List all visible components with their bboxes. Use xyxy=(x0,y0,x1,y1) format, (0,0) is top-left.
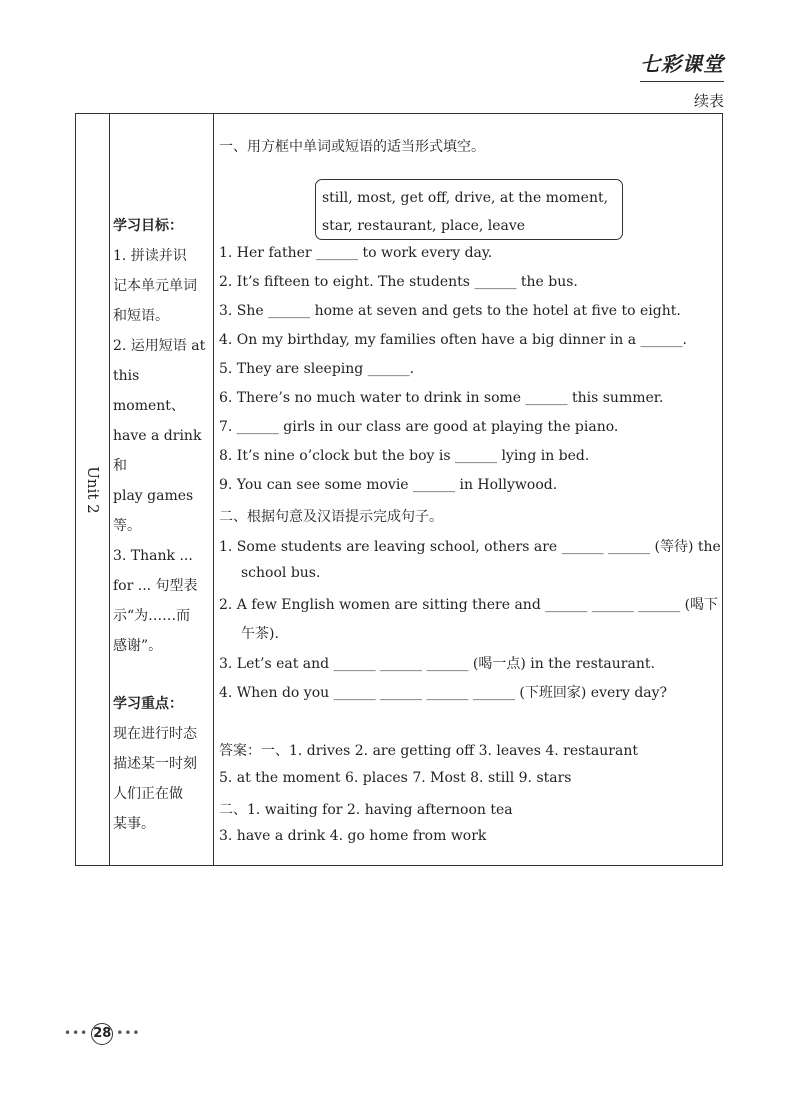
exercise-item: 7. ______ girls in our class are good at playing the piano. xyxy=(219,419,619,435)
section1-title: 一、用方框中单词或短语的适当形式填空。 xyxy=(219,139,485,155)
page-dots-left: ••• xyxy=(64,1026,89,1040)
brand-header xyxy=(640,48,724,111)
page-number xyxy=(64,1023,140,1045)
goal-line: have a drink 和 xyxy=(113,428,202,474)
goal-line: 1. 拼读并识 xyxy=(113,248,187,264)
focus-heading: 学习重点： xyxy=(113,696,183,712)
exercise-item: 3. Let’s eat and ______ ______ ______ (喝一点) in the restaurant. xyxy=(219,656,655,672)
goal-line: this moment、 xyxy=(113,368,185,414)
goals-heading: 学习目标： xyxy=(113,218,183,234)
exercise-item: 6. There’s no much water to drink in some ______ this summer. xyxy=(219,390,664,406)
exercise-item: 4. On my birthday, my families often have a big dinner in a ______. xyxy=(219,332,687,348)
exercise-item: 1. Some students are leaving school, others are ______ ______ (等待) the xyxy=(219,539,721,555)
unit-label: Unit 2 xyxy=(83,465,102,514)
goal-line: 感谢”。 xyxy=(113,638,163,654)
learning-goals xyxy=(113,211,211,839)
page-dots-right: ••• xyxy=(116,1026,141,1040)
exercise-item: 1. Her father ______ to work every day. xyxy=(219,245,493,261)
exercise-item: 3. She ______ home at seven and gets to the hotel at five to eight. xyxy=(219,303,681,319)
focus-line: 描述某一时刻 xyxy=(113,756,197,772)
goal-line: for ... 句型表 xyxy=(113,578,198,594)
exercise-item: 8. It’s nine o’clock but the boy is ______ lying in bed. xyxy=(219,448,590,464)
goal-line: 2. 运用短语 at xyxy=(113,338,206,354)
answer-line: 答案：一、1. drives 2. are getting off 3. leaves 4. restaurant xyxy=(219,743,638,759)
answer-line: 3. have a drink 4. go home from work xyxy=(219,828,487,844)
focus-line: 某事。 xyxy=(113,816,155,832)
focus-line: 现在进行时态 xyxy=(113,726,197,742)
goal-line: 3. Thank ... xyxy=(113,548,193,564)
continued-label: 续表 xyxy=(693,92,724,110)
goal-line: play games 等。 xyxy=(113,488,194,534)
exercise-item: 2. It’s fifteen to eight. The students ______ the bus. xyxy=(219,274,578,290)
focus-line: 人们正在做 xyxy=(113,786,183,802)
exercise-item-cont: school bus. xyxy=(241,565,321,581)
goal-line: 和短语。 xyxy=(113,308,169,324)
exercise-item: 4. When do you ______ ______ ______ ______ (下班回家) every day? xyxy=(219,685,668,701)
word-box-line: star, restaurant, place, leave xyxy=(322,218,526,234)
answer-line: 5. at the moment 6. places 7. Most 8. still 9. stars xyxy=(219,770,572,786)
unit-column xyxy=(76,114,109,865)
page-number-value: 28 xyxy=(91,1023,113,1045)
section2-title: 二、根据句意及汉语提示完成句子。 xyxy=(219,509,443,525)
exercise-item: 5. They are sleeping ______. xyxy=(219,361,415,377)
exercise-item: 2. A few English women are sitting there and ______ ______ ______ (喝下 xyxy=(219,597,719,613)
exercise-item-cont: 午茶). xyxy=(241,626,279,642)
word-box-line: still, most, get off, drive, at the moment, xyxy=(322,190,609,206)
brand-logo: 七彩课堂 xyxy=(640,48,724,82)
answer-line: 二、1. waiting for 2. having afternoon tea xyxy=(219,802,513,818)
word-box xyxy=(315,179,623,240)
exercise-item: 9. You can see some movie ______ in Hollywood. xyxy=(219,477,558,493)
lesson-table xyxy=(75,113,723,866)
goal-line: 示“为……而 xyxy=(113,608,191,624)
goal-line: 记本单元单词 xyxy=(113,278,197,294)
